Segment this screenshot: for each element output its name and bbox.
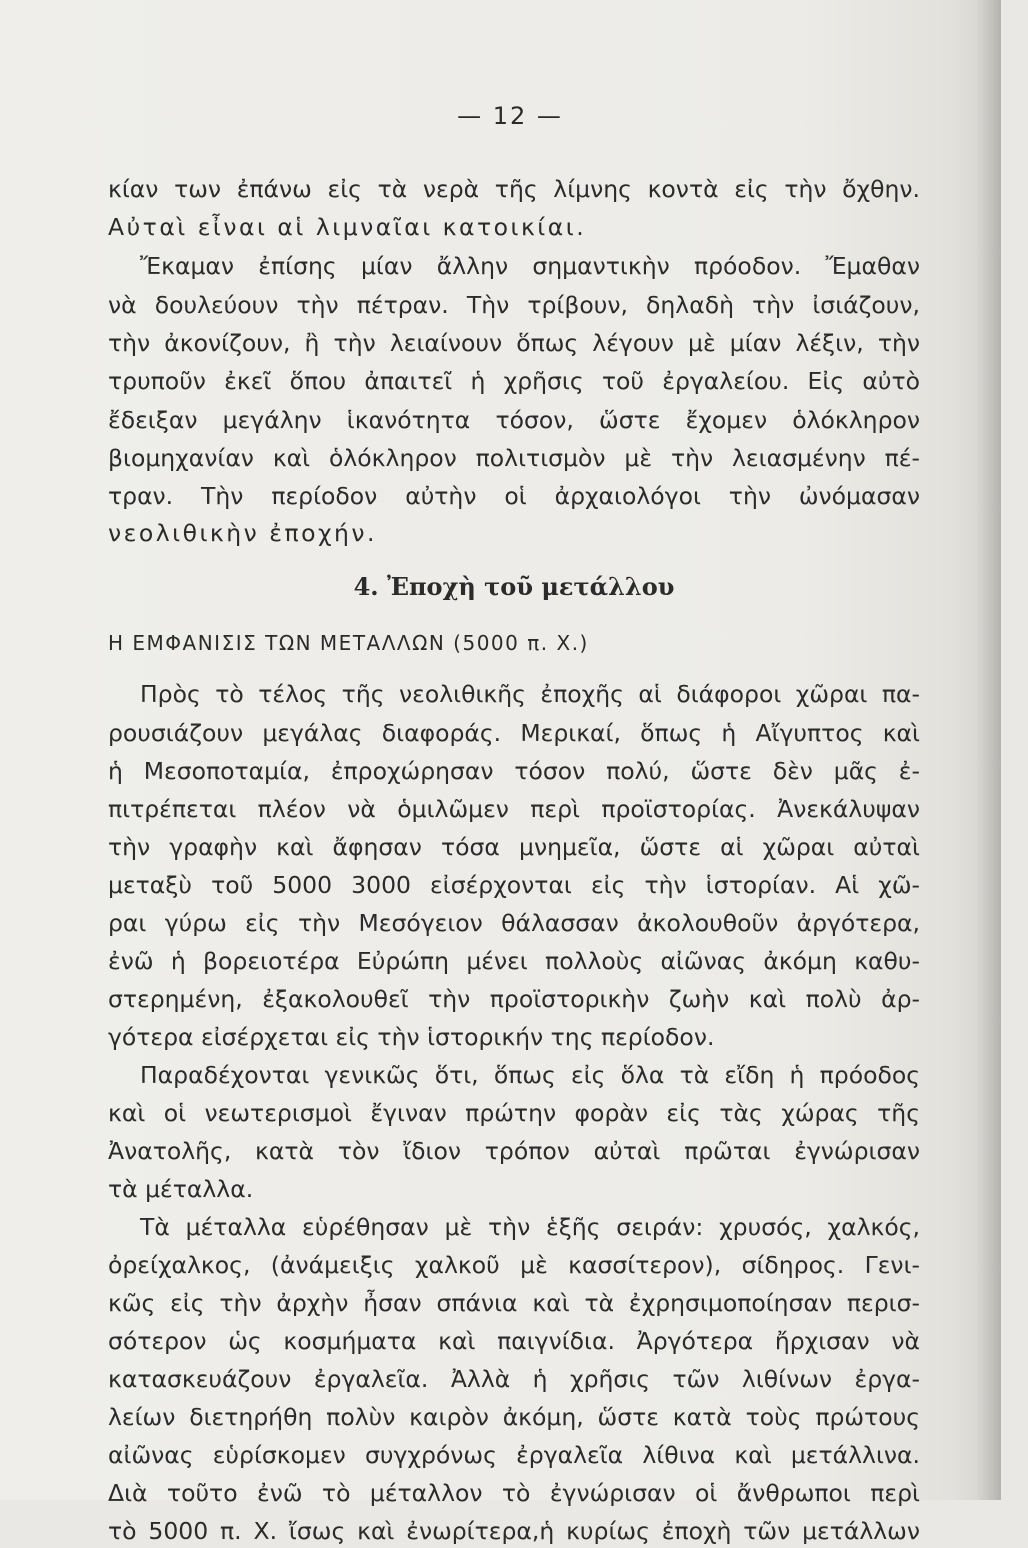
text-line: κίαν των ἐπάνω εἰς τὰ νερὰ τῆς λίμνης κοντὰ εἰς τὴν ὄχθην.	[108, 175, 920, 203]
page-number: — 12 —	[457, 102, 563, 130]
text-line: βιομηχανίαν καὶ ὁλόκληρον πολιτισμὸν μὲ τὴν λειασμένην πέ-	[108, 444, 920, 472]
text-line: Τὰ μέταλλα εὑρέθησαν μὲ τὴν ἑξῆς σειράν: χρυσός, χαλκός,	[140, 1213, 920, 1241]
text-line: σότερον ὡς κοσμήματα καὶ παιγνίδια. Ἀργότερα ἤρχισαν νὰ	[108, 1327, 920, 1355]
text-line: πιτρέπεται πλέον νὰ ὁμιλῶμεν περὶ προϊστορίας. Ἀνεκάλυψαν	[108, 795, 920, 823]
text-line: ἔδειξαν μεγάλην ἱκανότητα τόσον, ὥστε ἔχομεν ὁλόκληρον	[108, 406, 920, 434]
text-line: Παραδέχονται γενικῶς ὅτι, ὅπως εἰς ὅλα τὰ εἴδη ἡ πρόοδος	[140, 1061, 920, 1089]
text-line: Διὰ τοῦτο ἐνῶ τὸ μέταλλον τὸ ἐγνώρισαν οἱ ἄνθρωποι περὶ	[108, 1479, 920, 1507]
text-line: γότερα εἰσέρχεται εἰς τὴν ἱστορικήν της περίοδον.	[108, 1023, 715, 1051]
text-line: τραν. Τὴν περίοδον αὐτὴν οἱ ἀρχαιολόγοι τὴν ὠνόμασαν	[108, 482, 920, 510]
text-line: τὸ 5000 π. Χ. ἴσως καὶ ἐνωρίτερα,ἡ κυρίως ἐποχὴ τῶν μετάλλων	[108, 1517, 920, 1545]
text-line: λείων διετηρήθη πολὺν καιρὸν ἀκόμη, ὥστε κατὰ τοὺς πρώτους	[108, 1403, 920, 1431]
text-line: μεταξὺ τοῦ 5000 3000 εἰσέρχονται εἰς τὴν ἱστορίαν. Αἱ χῶ-	[108, 871, 920, 899]
text-line: νὰ δουλεύουν τὴν πέτραν. Τὴν τρίβουν, δηλαδὴ τὴν ἰσιάζουν,	[108, 291, 920, 319]
text-line: ἡ Μεσοποταμία, ἐπροχώρησαν τόσον πολύ, ὥστε δὲν μᾶς ἐ-	[108, 757, 920, 785]
text-line: ὀρείχαλκος, (ἀνάμειξις χαλκοῦ μὲ κασσίτερον), σίδηρος. Γενι-	[108, 1251, 920, 1279]
text-line: ρουσιάζουν μεγάλας διαφοράς. Μερικαί, ὅπως ἡ Αἴγυπτος καὶ	[108, 719, 920, 747]
text-line: κατασκευάζουν ἐργαλεῖα. Ἀλλὰ ἡ χρῆσις τῶν λιθίνων ἐργα-	[108, 1365, 920, 1393]
text-line: ἐνῶ ἡ βορειοτέρα Εὐρώπη μένει πολλοὺς αἰῶνας ἀκόμη καθυ-	[108, 947, 920, 975]
text-line: καὶ οἱ νεωτερισμοὶ ἔγιναν πρώτην φορὰν εἰς τὰς χώρας τῆς	[108, 1099, 920, 1127]
text-line: ραι γύρω εἰς τὴν Μεσόγειον θάλασσαν ἀκολουθοῦν ἀργότερα,	[108, 909, 920, 937]
page-edge-shadow	[975, 0, 1001, 1500]
text-line: κῶς εἰς τὴν ἀρχὴν ἦσαν σπάνια καὶ τὰ ἐχρησιμοποίησαν περισ-	[108, 1289, 920, 1317]
section-subheading: Η ΕΜΦΑΝΙΣΙΣ ΤΩΝ ΜΕΤΑΛΛΩΝ (5000 π. Χ.)	[108, 631, 589, 655]
text-line: Ἔκαμαν ἐπίσης μίαν ἄλλην σημαντικὴν πρόοδον. Ἔμαθαν	[140, 252, 920, 280]
text-line: Αὐταὶ εἶναι αἱ λιμναῖαι κατοικίαι.	[108, 213, 587, 241]
text-line: τρυποῦν ἐκεῖ ὅπου ἀπαιτεῖ ἡ χρῆσις τοῦ ἐργαλείου. Εἰς αὐτὸ	[108, 367, 920, 395]
text-line: νεολιθικὴν ἐποχήν.	[108, 519, 378, 547]
text-line: στερημένη, ἐξακολουθεῖ τὴν προϊστορικὴν ζωὴν καὶ πολὺ ἀρ-	[108, 985, 920, 1013]
text-line: τὴν ἀκονίζουν, ἢ τὴν λειαίνουν ὅπως λέγουν μὲ μίαν λέξιν, τὴν	[108, 329, 920, 357]
text-line: αἰῶνας εὑρίσκομεν συγχρόνως ἐργαλεῖα λίθινα καὶ μετάλλινα.	[108, 1441, 920, 1469]
text-line: Ἀνατολῆς, κατὰ τὸν ἴδιον τρόπον αὐταὶ πρῶται ἐγνώρισαν	[108, 1137, 920, 1165]
text-line: Πρὸς τὸ τέλος τῆς νεολιθικῆς ἐποχῆς αἱ διάφοροι χῶραι πα-	[140, 680, 920, 708]
section-heading: 4. Ἐποχὴ τοῦ μετάλλου	[353, 572, 675, 601]
text-line: τὴν γραφὴν καὶ ἄφησαν τόσα μνημεῖα, ὥστε αἱ χῶραι αὐταὶ	[108, 833, 920, 861]
text-line: τὰ μέταλλα.	[108, 1175, 254, 1203]
